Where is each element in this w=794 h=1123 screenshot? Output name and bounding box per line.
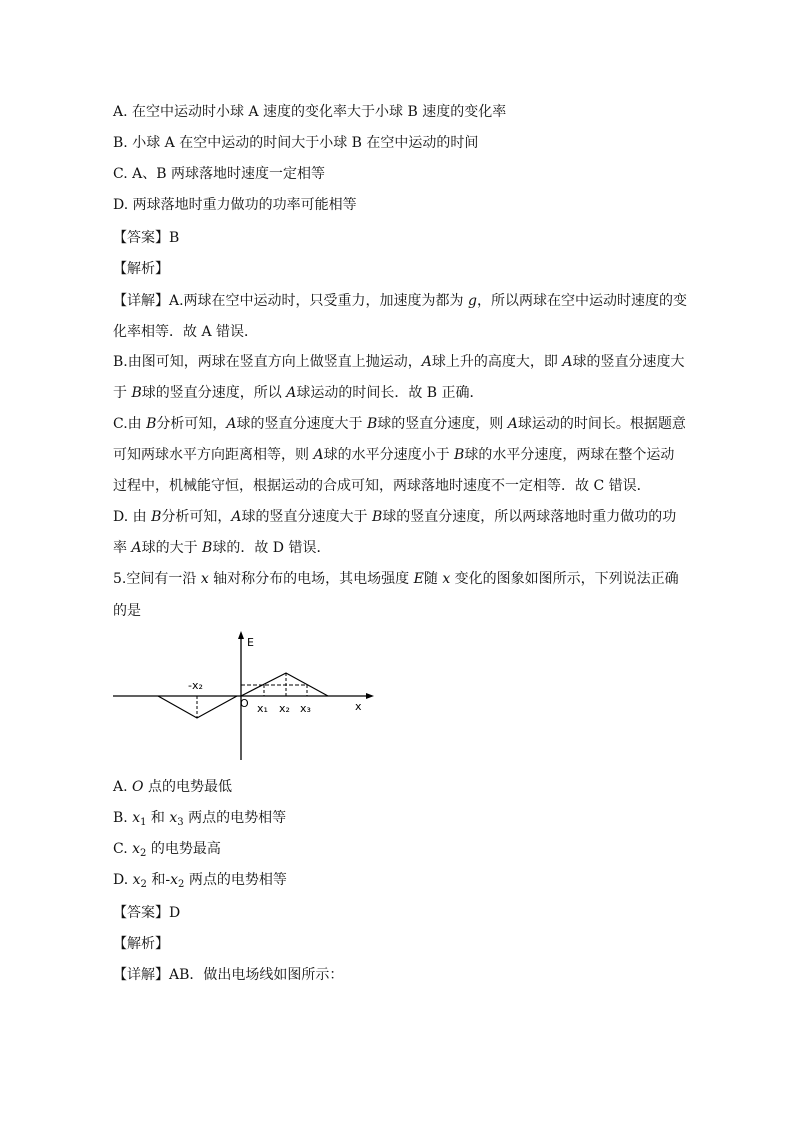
text-span: 和 (146, 810, 170, 826)
text-span: 球运动的时间长．故 B 正确． (296, 385, 484, 401)
x-axis-arrow (366, 693, 374, 699)
text-span: 球的大于 (141, 540, 203, 556)
q4-detail-a-line1 (113, 291, 687, 311)
neg-x2-label: -x₂ (188, 679, 203, 692)
q4-option-d: D. 两球落地时重力做功的功率可能相等 (113, 197, 357, 213)
text-span: D. 由 (113, 509, 152, 525)
text-span: 球的竖直分速度大于 (241, 509, 372, 525)
text-span: 分析可知， (161, 509, 232, 525)
text-span: 5.空间有一沿 (113, 571, 201, 587)
subscript: 1 (140, 817, 147, 828)
text-span: 球的竖直分速度大于 (236, 416, 367, 432)
subscript: 2 (140, 848, 147, 859)
text-span: 的电势最高 (146, 841, 221, 857)
text-span: AB．做出电场线如图所示： (169, 967, 344, 983)
answer-value: D (169, 905, 181, 921)
math-var: B (454, 447, 465, 463)
detail-label: 【详解】 (113, 967, 169, 983)
text-span: 球的竖直分速度，则 (377, 416, 508, 432)
math-var: x (170, 872, 179, 888)
text-span: 和- (146, 872, 171, 888)
text-span: 球运动的时间长。根据题意 (517, 416, 686, 432)
text-span: 率 (113, 540, 132, 556)
e-x-graph-svg (110, 628, 380, 763)
text-span: 球的竖直分速度，所以 (141, 385, 287, 401)
q4-option-b: B. 小球 A 在空中运动的时间大于小球 B 在空中运动的时间 (113, 135, 479, 151)
q5-option-c (113, 839, 683, 864)
math-var: x (132, 841, 141, 857)
text-span: 两点的电势相等 (184, 872, 287, 888)
text-span: D. (113, 872, 133, 888)
text-span: 球的水平分速度小于 (323, 447, 455, 463)
text-span: C. (113, 841, 133, 857)
math-var: E (413, 571, 424, 587)
math-var: B (151, 509, 162, 525)
y-axis-arrow (238, 631, 244, 639)
q5-option-b (113, 808, 683, 833)
math-var: A (421, 354, 432, 370)
math-var: A (313, 447, 324, 463)
subscript: 3 (177, 817, 184, 828)
q5-option-a (113, 777, 683, 797)
math-var: x (200, 571, 209, 587)
q5-answer (113, 903, 683, 923)
math-var: x (169, 810, 178, 826)
q4-detail-a-line2: 化率相等．故 A 错误． (113, 324, 259, 340)
math-var: O (132, 779, 144, 795)
q5-stem-line2: 的是 (113, 603, 141, 619)
q4-detail-d-line2 (113, 538, 683, 558)
q5-option-d (113, 870, 683, 895)
q4-option-a: A. 在空中运动时小球 A 速度的变化率大于小球 B 速度的变化率 (113, 104, 507, 120)
x2-label: x₂ (279, 702, 290, 715)
x-axis-label: x (355, 700, 362, 713)
q5-detail-line1 (113, 965, 683, 985)
text-span: 变化的图象如图所示，下列说法正确 (450, 571, 679, 587)
math-var: B (146, 416, 157, 432)
q4-option-c: C. A、B 两球落地时速度一定相等 (113, 166, 325, 182)
origin-label: O (240, 697, 249, 710)
text-span: 于 (113, 385, 132, 401)
math-var: B (367, 416, 378, 432)
text-span: A.两球在空中运动时，只受重力，加速度为都为 (169, 293, 469, 309)
text-span: 球的竖直分速度大 (572, 354, 685, 370)
subscript: 2 (178, 879, 185, 890)
text-span: 两点的电势相等 (183, 810, 287, 826)
q4-detail-b-line2 (113, 383, 683, 403)
text-span: 球的竖直分速度，所以两球落地时重力做功的功 (382, 509, 677, 525)
math-var: x (132, 810, 141, 826)
q5-stem-line1 (113, 569, 683, 589)
subscript: 2 (140, 879, 147, 890)
q4-detail-b-line1 (113, 352, 683, 372)
x1-label: x₁ (257, 702, 268, 715)
math-var: A (507, 416, 518, 432)
math-var: B (202, 540, 213, 556)
text-span: 球的水平分速度，两球在整个运动 (464, 447, 675, 463)
text-span: 可知两球水平方向距离相等，则 (113, 447, 314, 463)
text-span: C.由 (113, 416, 147, 432)
math-var: A (231, 509, 242, 525)
q5-analysis-label: 【解析】 (113, 936, 169, 952)
y-axis-label: E (247, 636, 254, 649)
answer-value: B (169, 230, 180, 246)
math-var: g (468, 293, 477, 309)
text-span: 随 (423, 571, 443, 587)
math-var: x (442, 571, 451, 587)
text-span: 球的．故 D 错误． (212, 540, 331, 556)
x3-label: x₃ (300, 702, 311, 715)
text-span: 球上升的高度大，即 (431, 354, 563, 370)
text-span: B. (113, 810, 133, 826)
detail-label: 【详解】 (113, 293, 169, 309)
e-x-graph (110, 628, 380, 763)
q4-detail-c-line1 (113, 414, 686, 434)
text-span: A. (113, 779, 133, 795)
math-var: x (132, 872, 141, 888)
text-span: B.由图可知，两球在竖直方向上做竖直上抛运动， (113, 354, 422, 370)
answer-label: 【答案】 (113, 230, 169, 246)
math-var: A (131, 540, 142, 556)
q4-detail-d-line1 (113, 507, 683, 527)
q4-detail-c-line3: 过程中，机械能守恒，根据运动的合成可知，两球落地时速度不一定相等．故 C 错误． (113, 478, 651, 494)
answer-label: 【答案】 (113, 905, 169, 921)
math-var: B (371, 509, 383, 525)
q4-detail-c-line2 (113, 445, 683, 465)
text-span: 轴对称分布的电场，其电场强度 (208, 571, 414, 587)
math-var: A (562, 354, 573, 370)
text-span: 分析可知， (156, 416, 227, 432)
q4-answer (113, 228, 683, 248)
math-var: A (286, 385, 297, 401)
math-var: B (131, 385, 142, 401)
math-var: A (226, 416, 237, 432)
text-span: 点的电势最低 (143, 779, 232, 795)
q4-analysis-label: 【解析】 (113, 261, 169, 277)
text-span: ，所以两球在空中运动时速度的变 (476, 293, 687, 309)
